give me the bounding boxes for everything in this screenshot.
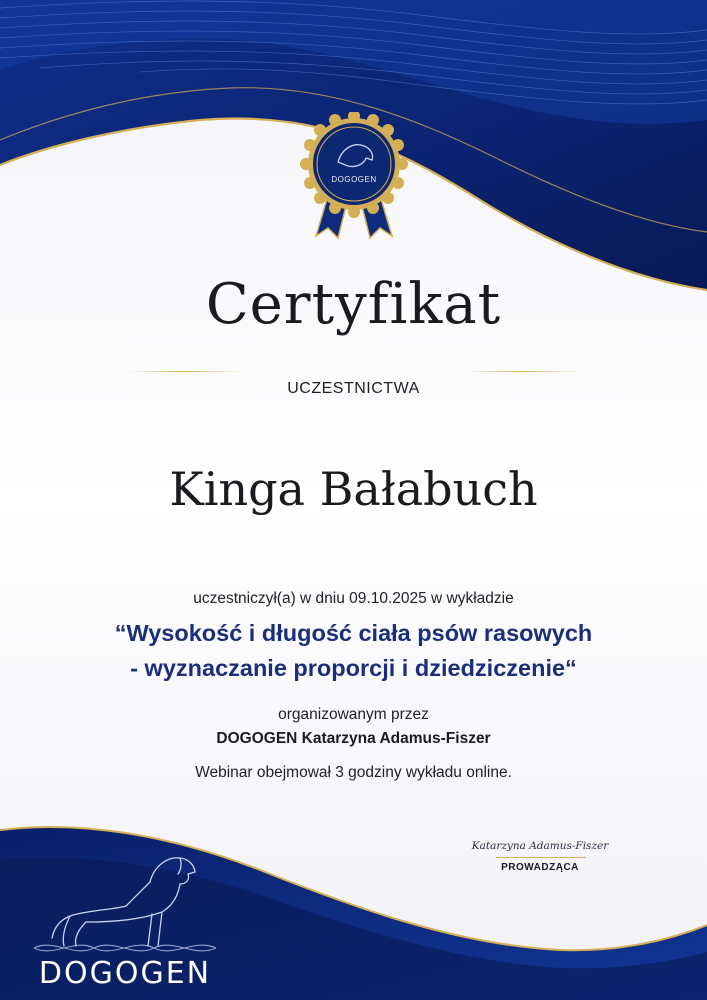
participant-name: Kinga Bałabuch <box>169 462 538 516</box>
rosette-seal-icon <box>298 112 410 240</box>
participation-statement: uczestniczył(a) w dniu 09.10.2025 w wykładzie <box>193 590 514 607</box>
divider-right <box>465 371 580 372</box>
organizer-name: DOGOGEN Katarzyna Adamus-Fiszer <box>216 730 491 747</box>
signature-handwritten: Katarzyna Adamus-Fiszer <box>471 840 609 852</box>
organized-by-label: organizowanym przez <box>278 706 429 723</box>
certificate-subtitle: UCZESTNICTWA <box>287 380 420 397</box>
divider-left <box>128 371 243 372</box>
certificate-title: Certyfikat <box>205 272 502 337</box>
lecture-title-line-2: - wyznaczanie proporcji i dziedziczenie“ <box>130 655 577 681</box>
brand-logo-text: DOGOGEN <box>38 956 212 991</box>
lecture-title <box>0 616 707 686</box>
duration-note: Webinar obejmował 3 godziny wykładu online. <box>195 764 512 781</box>
lecture-title-line-1: “Wysokość i długość ciała psów rasowych <box>114 620 593 646</box>
dog-outline-icon <box>30 850 220 960</box>
signature-line <box>496 857 586 858</box>
seal-label: DOGOGEN <box>331 175 377 184</box>
signature-role: PROWADZĄCA <box>501 862 579 873</box>
